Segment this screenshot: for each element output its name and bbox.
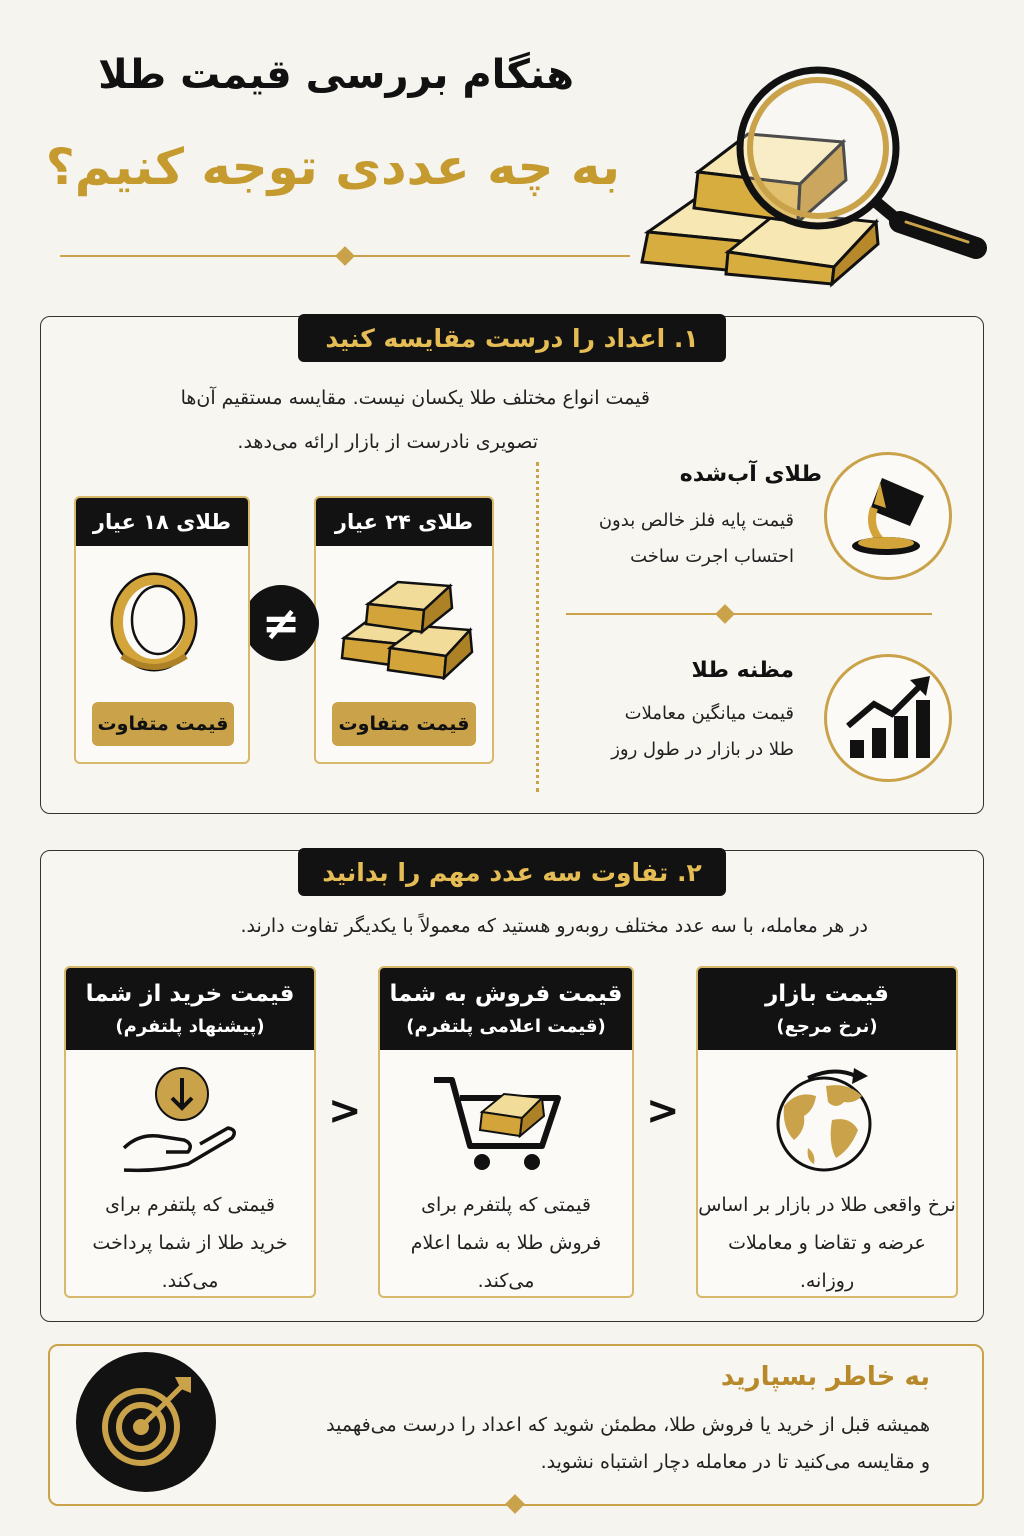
divider-diamond [335,246,355,266]
market-price-desc-line2: عرضه و تقاضا و معاملات [728,1232,926,1254]
gold-bars-icon [338,568,474,680]
market-price-title: قیمت بازار [765,981,889,1007]
sell-price-subtitle: (قیمت اعلامی پلتفرم) [406,1016,606,1037]
market-price-desc-line1: نرخ واقعی طلا در بازار بر اساس [698,1194,956,1216]
less-than-symbol: < [328,1088,362,1134]
gold-index-title: مظنه طلا [691,658,794,683]
sell-price-desc-line3: می‌کند. [477,1270,535,1292]
market-price-desc-line3: روزانه. [799,1270,855,1292]
molten-gold-line2: احتساب اجرت ساخت [630,546,794,567]
gold-bars-magnifier-icon [638,62,990,288]
sell-price-desc-line2: فروش طلا به شما اعلام [410,1232,602,1254]
target-arrow-icon [76,1352,216,1492]
page-subtitle: به چه عددی توجه کنیم؟ [45,138,620,196]
gold-index-line1: قیمت میانگین معاملات [624,703,794,724]
page-title: هنگام بررسی قیمت طلا [98,52,574,98]
globe-icon [764,1066,888,1174]
buy-price-desc-line1: قیمتی که پلتفرم برای [105,1194,275,1216]
buy-price-title: قیمت خرید از شما [85,981,295,1007]
gold-index-line2: طلا در بازار در طول روز [611,739,794,760]
gold-ring-icon [102,566,206,676]
section1-vertical-divider [536,462,539,792]
card-24k-title: طلای ۲۴ عیار [316,498,492,546]
reminder-line1: همیشه قبل از خرید یا فروش طلا، مطمئن شوید که اعداد را درست می‌فهمید [326,1414,930,1436]
reminder-title: به خاطر بسپارید [720,1362,930,1392]
price-different-button-24k: قیمت متفاوت [332,702,476,746]
buy-price-desc-line3: می‌کند. [161,1270,219,1292]
section1-intro-line2: تصویری نادرست از بازار ارائه می‌دهد. [237,431,538,453]
sell-price-desc-line1: قیمتی که پلتفرم برای [421,1194,591,1216]
molten-gold-title: طلای آب‌شده [679,462,822,487]
card-18k-title: طلای ۱۸ عیار [76,498,248,546]
rising-chart-icon [824,654,952,782]
buy-price-desc-line2: خرید طلا از شما پرداخت [92,1232,288,1254]
buy-price-subtitle: (پیشنهاد پلتفرم) [115,1016,265,1037]
market-price-subtitle: (نرخ مرجع) [776,1016,878,1037]
reminder-line2: و مقایسه می‌کنید تا در معامله دچار اشتباه نشوید. [540,1451,930,1473]
molten-gold-line1: قیمت پایه فلز خالص بدون [598,510,794,531]
section2-intro: در هر معامله، با سه عدد مختلف روبه‌رو هستید که معمولاً با یکدیگر تفاوت دارند. [240,915,868,937]
less-than-symbol: < [646,1088,680,1134]
molten-gold-icon [824,452,952,580]
cart-gold-icon [430,1068,566,1174]
not-equal-icon: ≠ [243,585,319,661]
price-different-button-18k: قیمت متفاوت [92,702,234,746]
section1-heading: ۱. اعداد را درست مقایسه کنید [298,314,726,362]
section1-right-divider [566,613,932,615]
section1-intro-line1: قیمت انواع مختلف طلا یکسان نیست. مقایسه مستقیم آن‌ها [180,387,650,409]
hand-coin-icon [118,1064,242,1178]
sell-price-title: قیمت فروش به شما [389,981,623,1007]
section2-heading: ۲. تفاوت سه عدد مهم را بدانید [298,848,726,896]
